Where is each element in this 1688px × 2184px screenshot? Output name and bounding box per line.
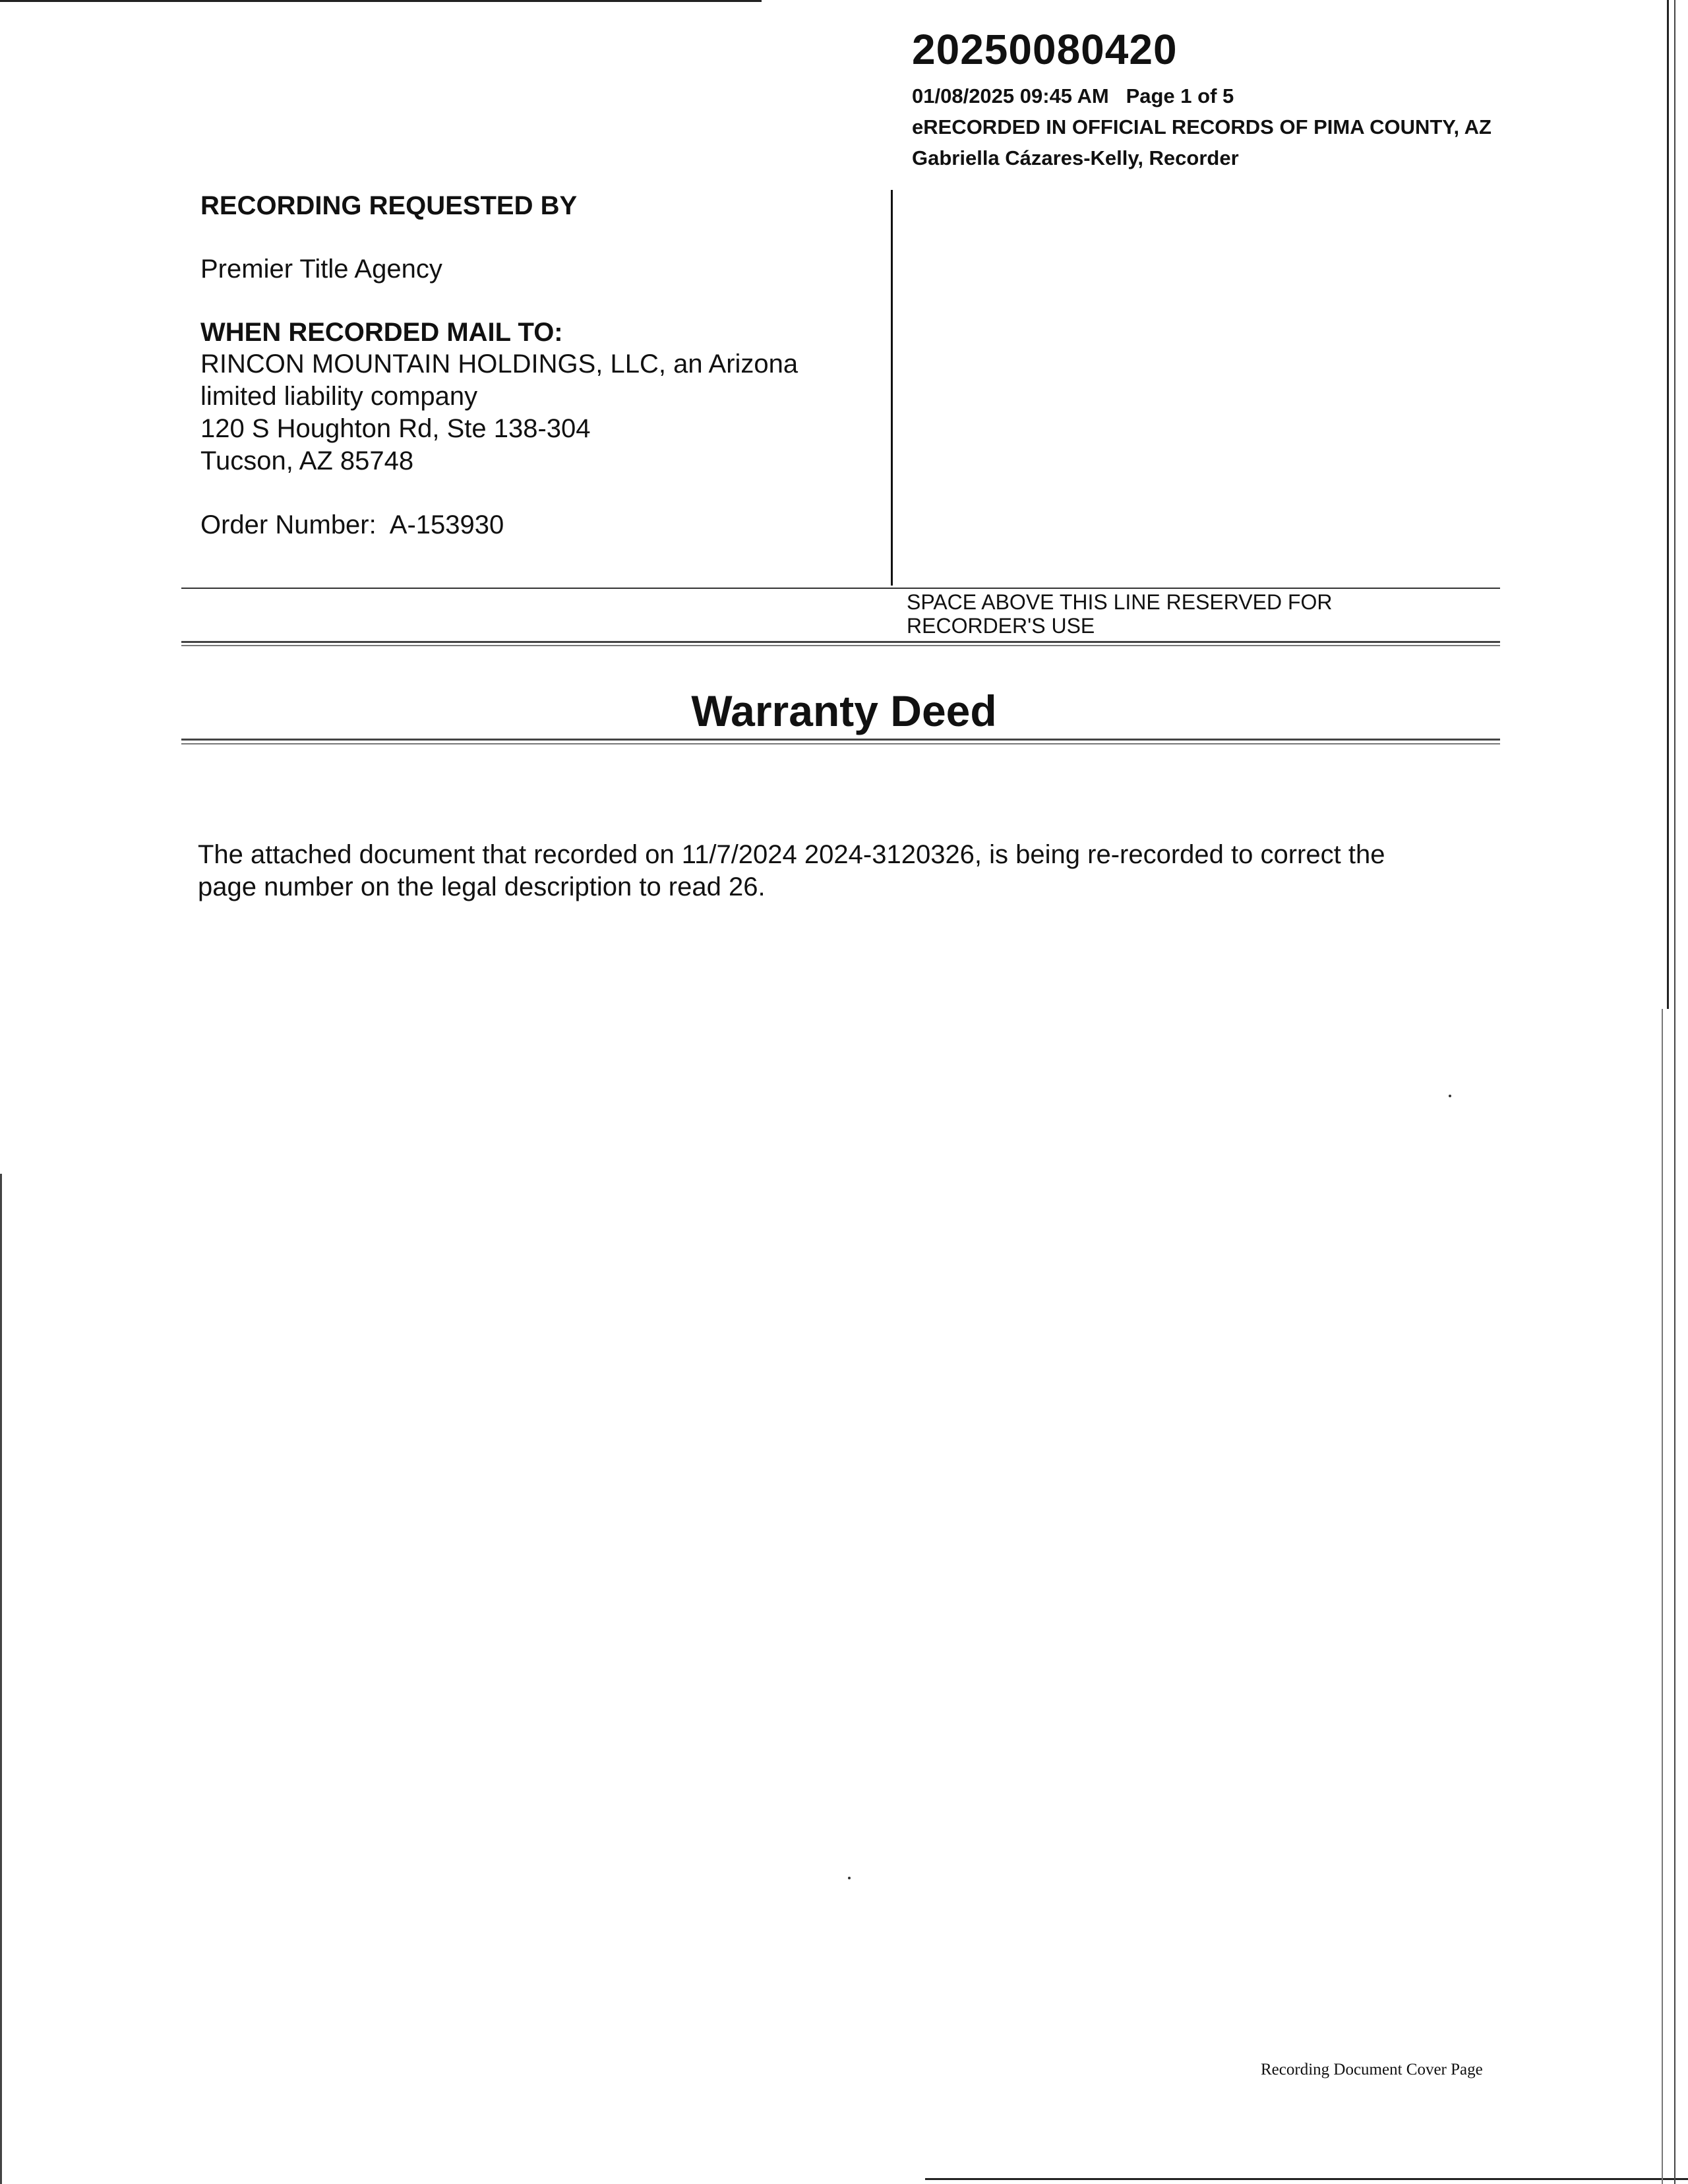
section-rule: [181, 641, 1500, 643]
cover-page-footer: Recording Document Cover Page: [1261, 2061, 1483, 2078]
recorder-use-line: SPACE ABOVE THIS LINE RESERVED FOR: [907, 590, 1333, 614]
erecorded-notice: eRECORDED IN OFFICIAL RECORDS OF PIMA COUNTY, AZ: [912, 115, 1492, 138]
scan-speck: [848, 1877, 851, 1879]
recorder-space-line: [181, 588, 1500, 589]
scan-border-right-outer: [1674, 0, 1675, 2184]
section-rule: [181, 645, 1500, 646]
scan-border-right-lower: [1662, 1009, 1663, 2184]
mail-to-heading: WHEN RECORDED MAIL TO:: [200, 318, 563, 347]
recorder-name: Gabriella Cázares-Kelly, Recorder: [912, 146, 1239, 169]
order-number-value: A-153930: [389, 510, 504, 539]
recording-requested-heading: RECORDING REQUESTED BY: [200, 191, 578, 220]
recording-date: 01/08/2025 09:45 AM: [912, 84, 1109, 107]
recording-datetime: [912, 84, 1234, 108]
recorder-use-line: RECORDER'S USE: [907, 614, 1095, 638]
document-number: 20250080420: [912, 26, 1178, 73]
mail-to-line: limited liability company: [200, 382, 478, 411]
page-info: Page 1 of 5: [1126, 84, 1234, 107]
title-rule: [181, 743, 1500, 744]
requester-name: Premier Title Agency: [200, 255, 442, 284]
title-rule: [181, 739, 1500, 741]
scan-border-bottom: [925, 2178, 1688, 2180]
mail-to-line: RINCON MOUNTAIN HOLDINGS, LLC, an Arizona: [200, 349, 799, 379]
scan-speck: [1449, 1095, 1451, 1097]
body-line: The attached document that recorded on 11/7/2024 2024-3120326, is being re-recorded to correct the: [198, 840, 1385, 869]
recorder-space-divider: [891, 190, 893, 586]
recorder-use-note: [907, 590, 1333, 638]
document-title: Warranty Deed: [691, 686, 997, 735]
body-paragraph: [198, 839, 1490, 903]
mail-to-line: Tucson, AZ 85748: [200, 446, 414, 475]
scan-border-top: [0, 0, 762, 2]
scan-border-left: [0, 1174, 2, 2184]
order-number-label: Order Number:: [200, 510, 377, 539]
scan-border-right: [1667, 0, 1669, 1009]
body-line: page number on the legal description to read 26.: [198, 872, 766, 901]
mail-to-line: 120 S Houghton Rd, Ste 138-304: [200, 414, 591, 443]
order-number: [200, 510, 504, 540]
